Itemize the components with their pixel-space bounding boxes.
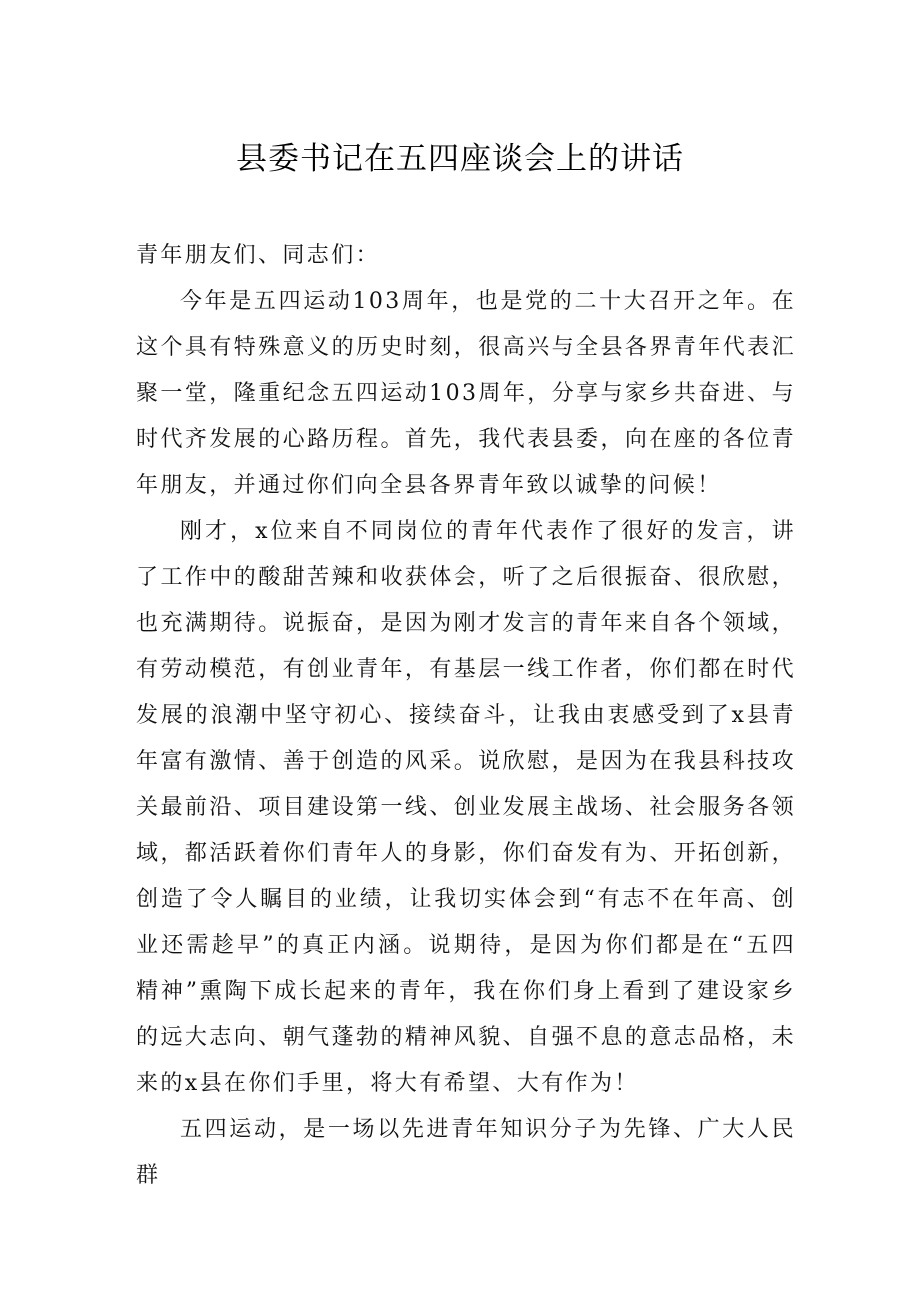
greeting-line: 青年朋友们、同志们： [136, 243, 381, 268]
paragraph-2: 刚才，x位来自不同岗位的青年代表作了很好的发言，讲了工作中的酸甜苦辣和收获体会，听了之后很振奋、很欣慰，也充满期待。说振奋，是因为刚才发言的青年来自各个领域，有劳动模范，有创业青年，有基层一线工作者，你们都在时代发展的浪潮中坚守初心、接续奋斗，让我由衷感受到了x县青年富有激情、善于创造的风采。说欣慰，是因为在我县科技攻关最前沿、项目建设第一线、创业发展主战场、社会服务各领域，都活跃着你们青年人的身影，你们奋发有为、开拓创新，创造了令人瞩目的业绩，让我切实体会到“有志不在年高、创业还需趁早”的真正内涵。说期待，是因为你们都是在“五四精神”熏陶下成长起来的青年，我在你们身上看到了建设家乡的远大志向、朝气蓬勃的精神风貌、自强不息的意志品格，未来的x县在你们手里，将大有希望、大有作为！ [136, 519, 796, 1096]
document-body [136, 233, 796, 1199]
paragraph-1: 今年是五四运动103周年，也是党的二十大召开之年。在这个具有特殊意义的历史时刻，很高兴与全县各界青年代表汇聚一堂，隆重纪念五四运动103周年，分享与家乡共奋进、与时代齐发展的心路历程。首先，我代表县委，向在座的各位青年朋友，并通过你们向全县各界青年致以诚挚的问候！ [136, 289, 796, 498]
document-title: 县委书记在五四座谈会上的讲话 [236, 141, 684, 177]
paragraph-3: 五四运动，是一场以先进青年知识分子为先锋、广大人民群 [136, 1117, 796, 1188]
